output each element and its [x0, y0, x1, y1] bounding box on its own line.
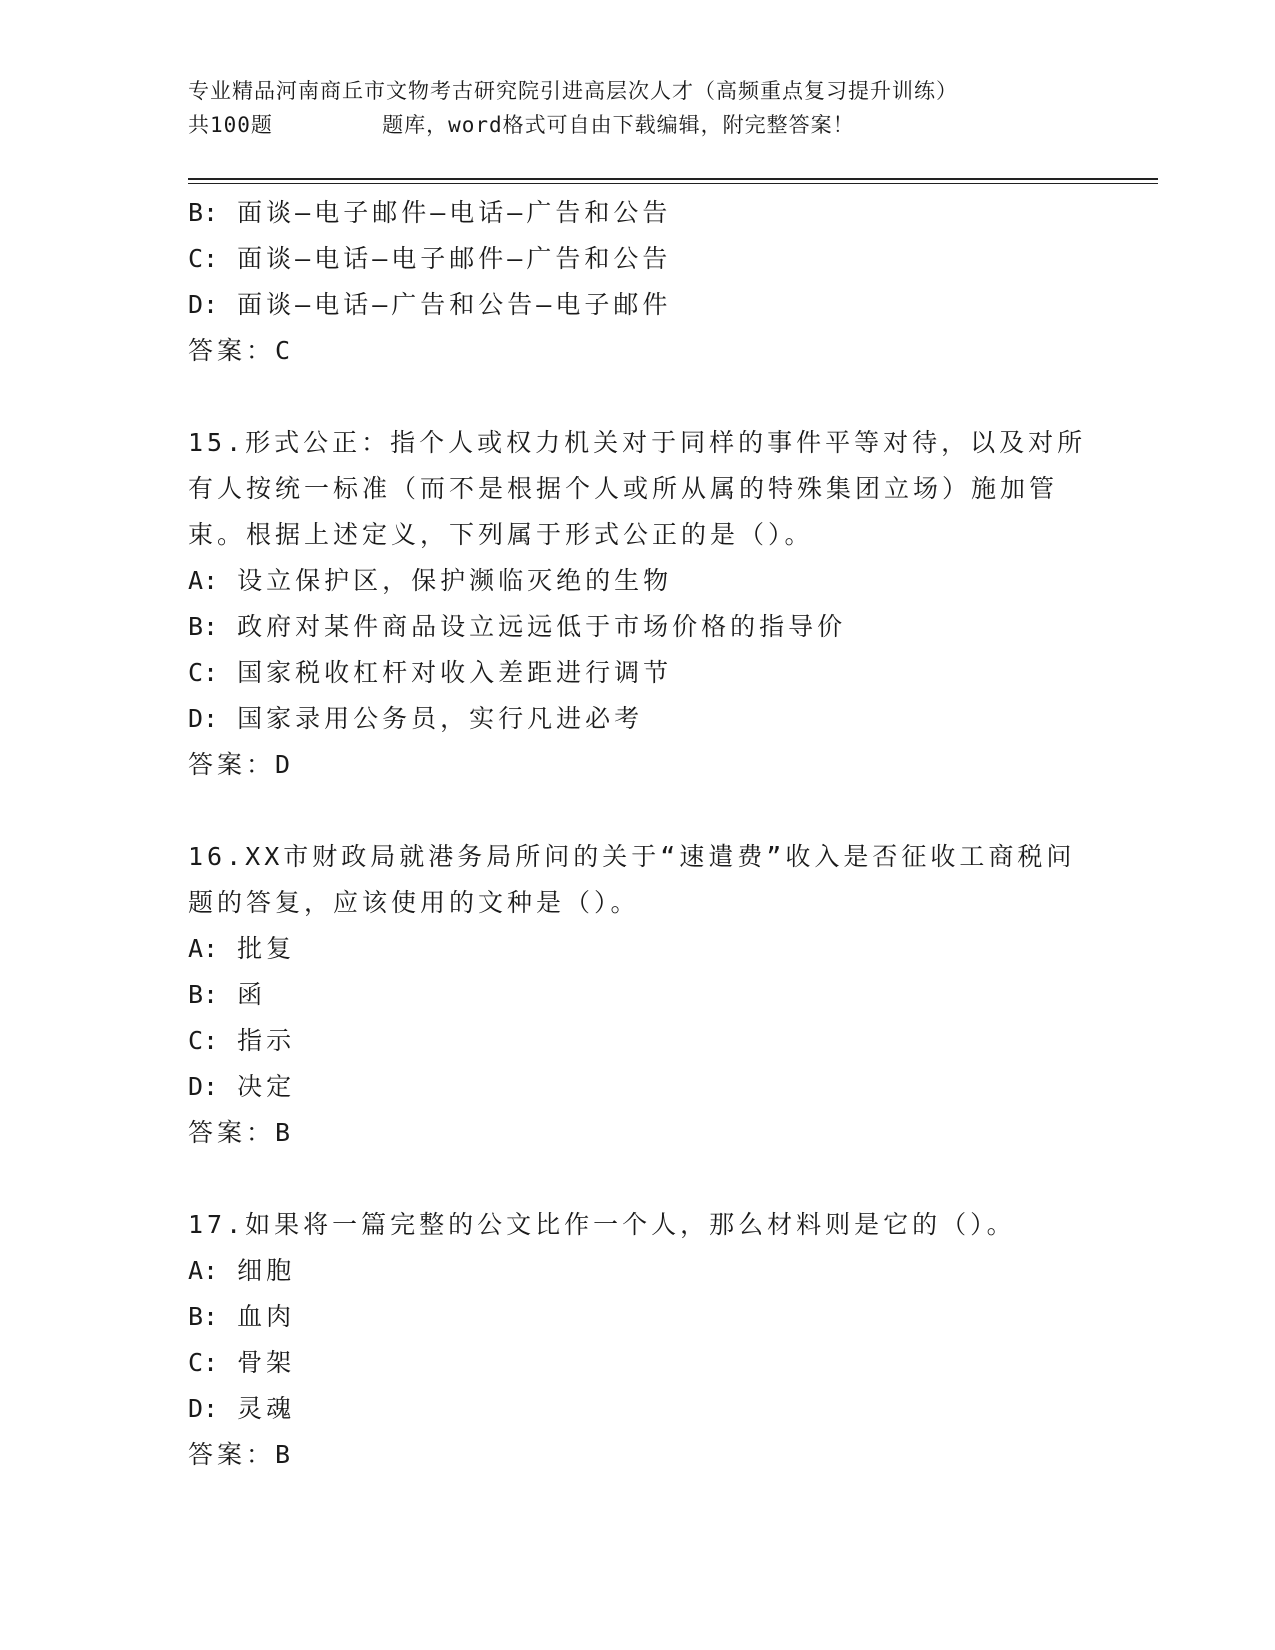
header-subtitle: 共100题 题库，word格式可自由下载编辑，附完整答案！: [188, 113, 855, 137]
option-d: D: 灵魂: [188, 1394, 296, 1423]
question-text: 题的答复，应该使用的文种是（）。: [188, 888, 640, 917]
option-b: B: 函: [188, 980, 267, 1009]
header-rule-thick: [188, 178, 1158, 180]
option-a: A: 设立保护区，保护濒临灭绝的生物: [188, 566, 673, 595]
document-header: [188, 74, 1148, 142]
option-c: C: 面谈—电话—电子邮件—广告和公告: [188, 244, 672, 273]
option-c: C: 骨架: [188, 1348, 296, 1377]
answer: 答案：B: [188, 1118, 295, 1147]
option-b: B: 面谈—电子邮件—电话—广告和公告: [188, 198, 672, 227]
question-16: [188, 834, 1088, 1156]
header-title: 专业精品河南商丘市文物考古研究院引进高层次人才（高频重点复习提升训练）: [188, 79, 958, 103]
question-text: 15.形式公正：指个人或权力机关对于同样的事件平等对待，以及对所: [188, 428, 1087, 457]
question-text: 16.XX市财政局就港务局所问的关于“速遣费”收入是否征收工商税问: [188, 842, 1076, 871]
option-d: D: 决定: [188, 1072, 296, 1101]
option-c: C: 指示: [188, 1026, 296, 1055]
option-b: B: 政府对某件商品设立远远低于市场价格的指导价: [188, 612, 847, 641]
question-list: [188, 190, 1088, 1478]
option-d: D: 面谈—电话—广告和公告—电子邮件: [188, 290, 672, 319]
option-c: C: 国家税收杠杆对收入差距进行调节: [188, 658, 673, 687]
answer: 答案：C: [188, 336, 295, 365]
question-text: 束。根据上述定义，下列属于形式公正的是（）。: [188, 520, 814, 549]
option-a: A: 细胞: [188, 1256, 296, 1285]
question-text: 有人按统一标准（而不是根据个人或所从属的特殊集团立场）施加管: [188, 474, 1059, 503]
answer: 答案：B: [188, 1440, 295, 1469]
option-b: B: 血肉: [188, 1302, 296, 1331]
question-text: 17.如果将一篇完整的公文比作一个人，那么材料则是它的（）。: [188, 1210, 1016, 1239]
question-17: [188, 1202, 1088, 1478]
option-a: A: 批复: [188, 934, 296, 963]
answer: 答案：D: [188, 750, 295, 779]
question-15: [188, 420, 1088, 788]
question-14-tail: [188, 190, 1088, 374]
header-rule-thin: [188, 183, 1158, 184]
option-d: D: 国家录用公务员，实行凡进必考: [188, 704, 644, 733]
